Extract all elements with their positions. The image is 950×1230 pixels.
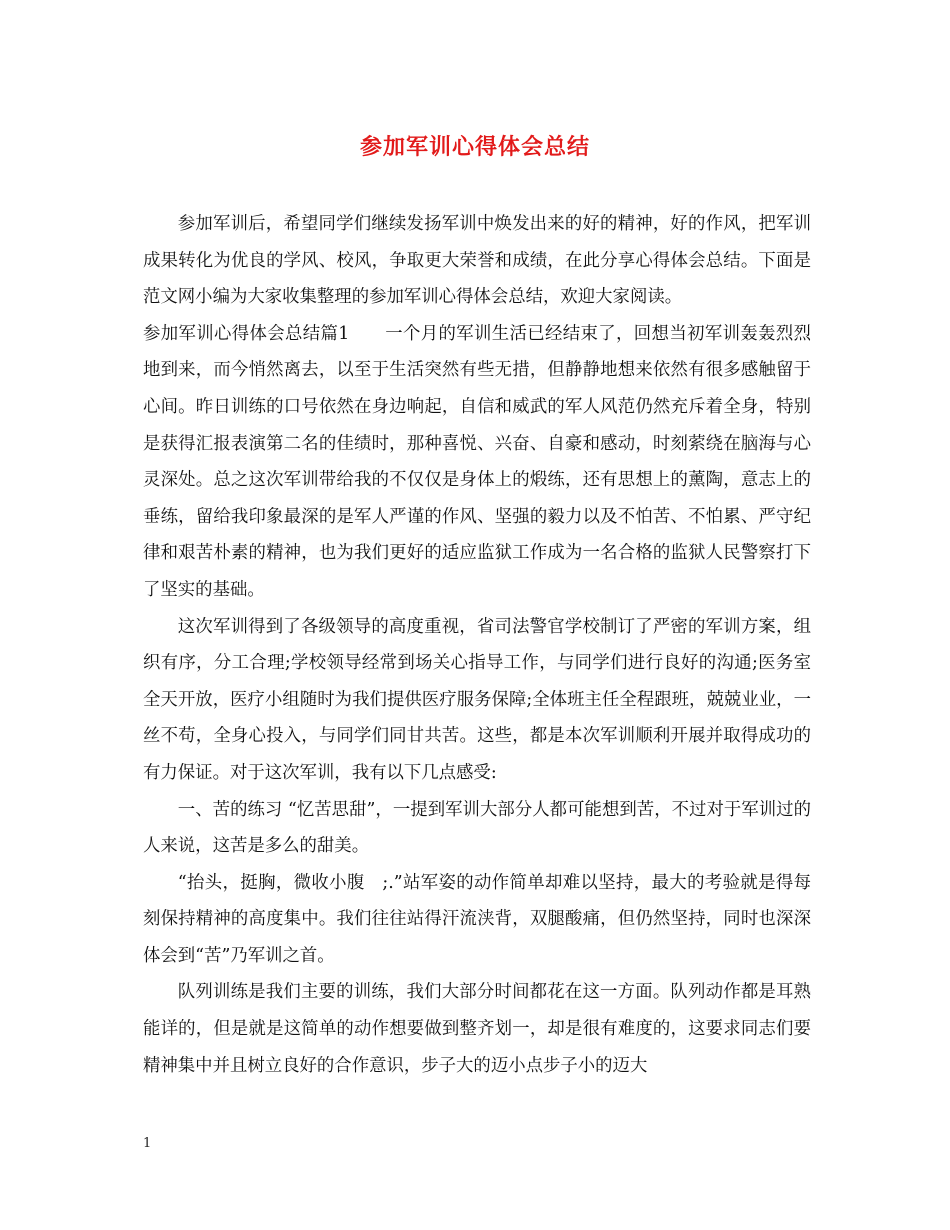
- intro-paragraph: 参加军训后，希望同学们继续发扬军训中焕发出来的好的精神，好的作风，把军训成果转化为优良的学风、校风，争取更大荣誉和成绩，在此分享心得体会总结。下面是范文网小编为大家收集整理的参加军训心得体会总结，欢迎大家阅读。: [143, 214, 811, 308]
- page-number: 1: [143, 1136, 152, 1151]
- posture-paragraph: “抬头，挺胸，微收小腹 ;.”站军姿的动作简单却难以坚持，最大的考验就是得每刻保持精神的高度集中。我们往往站得汗流浃背，双腿酸痛，但仍然坚持，同时也深深体会到“苦”乃军训之首。: [143, 872, 811, 966]
- section-1-paragraph: 参加军训心得体会总结篇1 一个月的军训生活已经结束了，回想当初军训轰轰烈烈地到来，而今悄然离去，以至于生活突然有些无措，但静静地想来依然有很多感触留于心间。昨日训练的口号依然在身边响起，自信和威武的军人风范仍然充斥着全身，特别是获得汇报表演第二名的佳绩时，那种喜悦、兴奋、自豪和感动，时刻萦绕在脑海与心灵深处。总之这次军训带给我的不仅仅是身体上的煅练，还有思想上的薰陶，意志上的垂练，留给我印象最深的是军人严谨的作风、坚强的毅力以及不怕苦、不怕累、严守纪律和艰苦朴素的精神，也为我们更好的适应监狱工作成为一名合格的监狱人民警察打下了坚实的基础。: [143, 323, 811, 600]
- document-title: 参加军训心得体会总结: [359, 135, 590, 160]
- leadership-paragraph: 这次军训得到了各级领导的高度重视，省司法警官学校制订了严密的军训方案，组织有序，分工合理;学校领导经常到场关心指导工作，与同学们进行良好的沟通;医务室全天开放，医疗小组随时为我们提供医疗服务保障;全体班主任全程跟班，兢兢业业，一丝不苟，全身心投入，与同学们同甘共苦。这些，都是本次军训顺利开展并取得成功的有力保证。对于这次军训，我有以下几点感受:: [143, 616, 811, 783]
- drill-paragraph: 队列训练是我们主要的训练，我们大部分时间都花在这一方面。队列动作都是耳熟能详的，但是就是这简单的动作想要做到整齐划一，却是很有难度的，这要求同志们要精神集中并且树立良好的合作意识，步子大的迈小点步子小的迈大: [143, 982, 811, 1076]
- hardship-paragraph: 一、苦的练习 “忆苦思甜”，一提到军训大部分人都可能想到苦，不过对于军训过的人来说，这苦是多么的甜美。: [143, 799, 811, 857]
- document-body: [143, 206, 811, 1084]
